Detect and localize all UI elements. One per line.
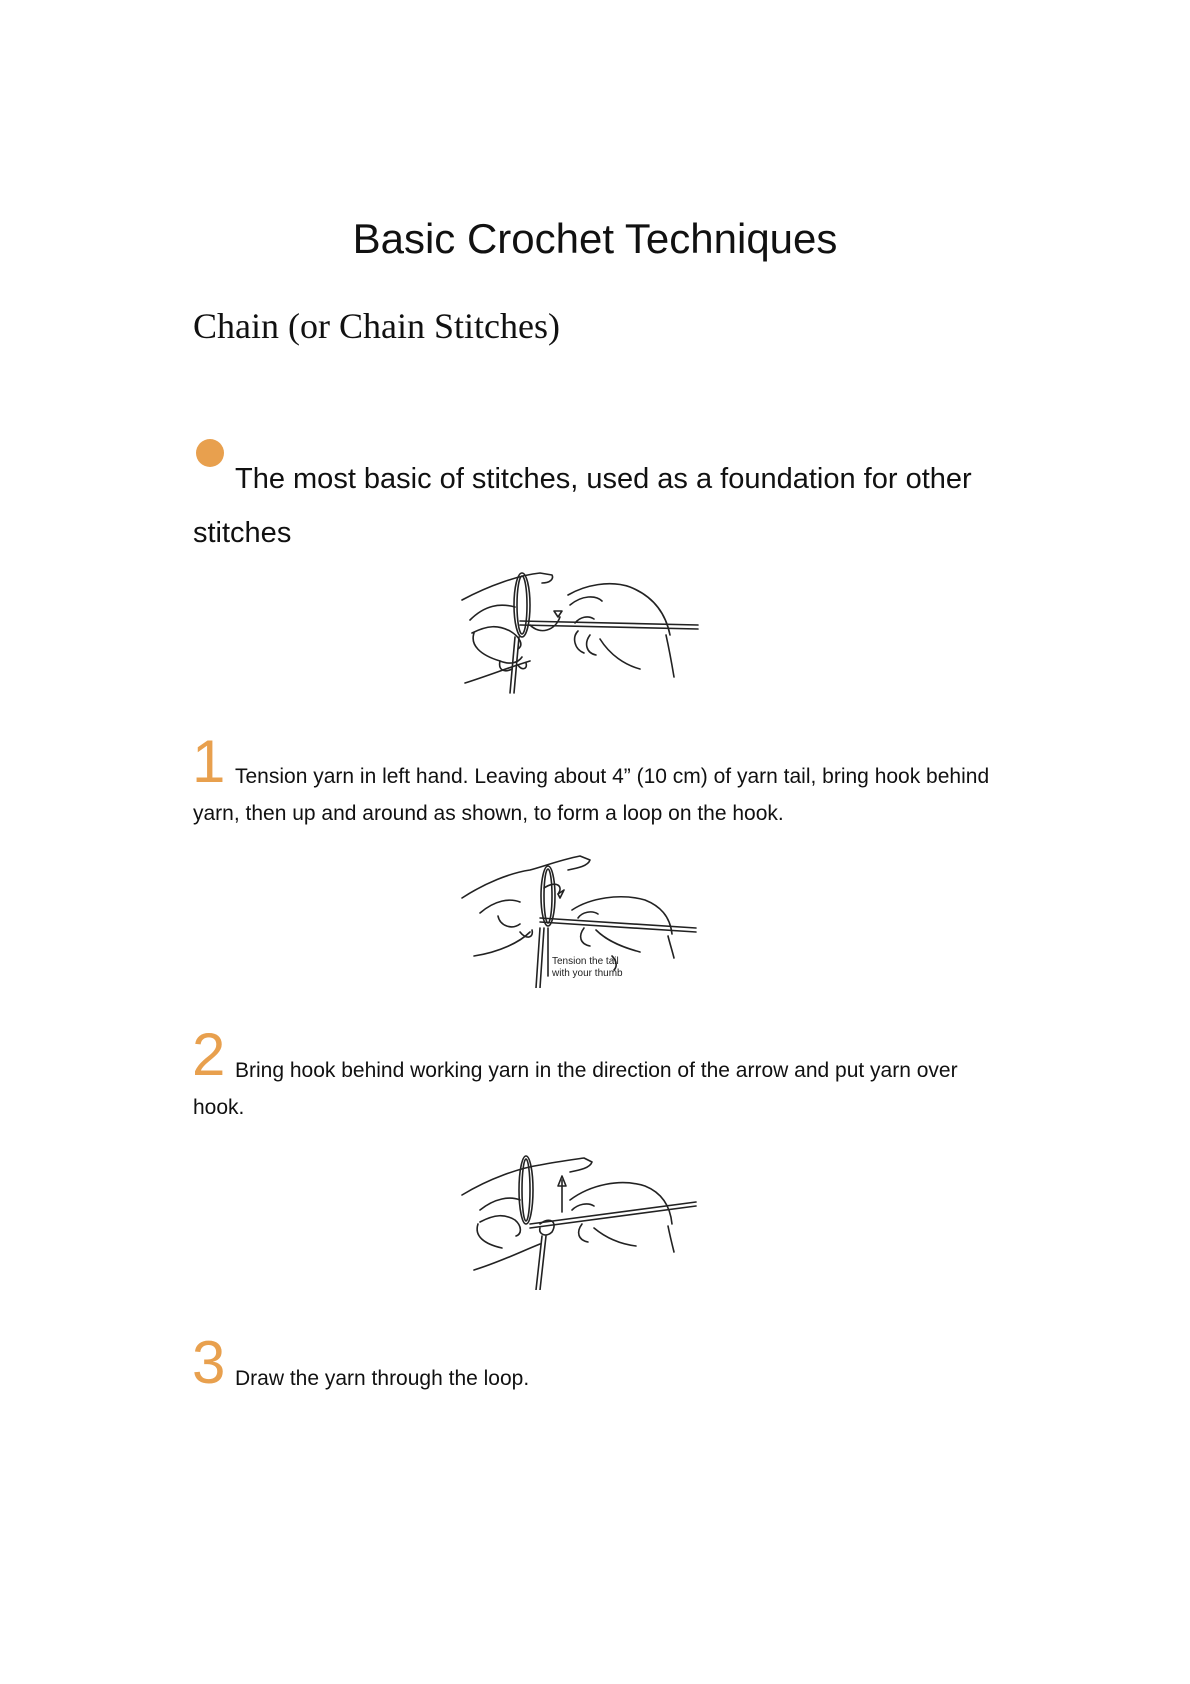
section-title: Chain (or Chain Stitches)	[193, 306, 560, 346]
step-2-number: 2	[192, 1021, 226, 1088]
step-1-number: 1	[192, 728, 226, 795]
intro-text: The most basic of stitches, used as a foundation for other stitches	[193, 463, 972, 549]
hands-crochet-hook-illustration	[460, 565, 700, 695]
step-3-number: 3	[192, 1329, 226, 1396]
step-2-text: Bring hook behind working yarn in the direction of the arrow and put yarn over hook.	[193, 1059, 958, 1119]
hands-crochet-hook-illustration	[460, 1140, 700, 1290]
illustration-caption-line-1: Tension the tail	[552, 956, 619, 967]
step-3-text: Draw the yarn through the loop.	[235, 1367, 530, 1390]
hands-crochet-hook-illustration	[460, 848, 700, 988]
step-1-text: Tension yarn in left hand. Leaving about 4” (10 cm) of yarn tail, bring hook behind yarn, then up and around as shown, to form a loop on the hook.	[193, 765, 990, 825]
page-title: Basic Crochet Techniques	[352, 215, 838, 262]
illustration-caption-line-2: with your thumb	[552, 968, 623, 979]
